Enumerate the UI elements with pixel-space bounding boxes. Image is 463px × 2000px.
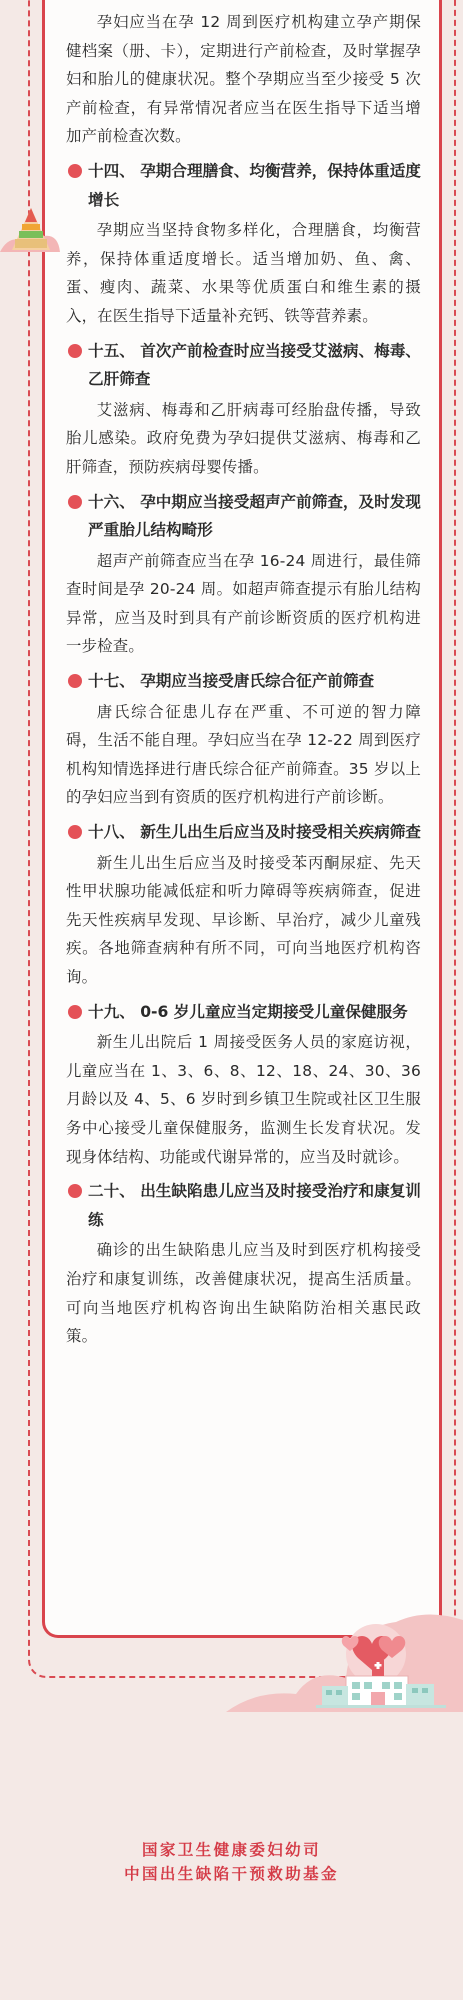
- section-heading-text: 十七、 孕期应当接受唐氏综合征产前筛查: [88, 672, 375, 691]
- section-14: [66, 157, 421, 331]
- section-body: 艾滋病、梅毒和乙肝病毒可经胎盘传播，导致胎儿感染。政府免费为孕妇提供艾滋病、梅毒和乙肝筛查，预防疾病母婴传播。: [66, 400, 421, 476]
- section-heading: [66, 998, 421, 1027]
- section-heading-text: 十八、 新生儿出生后应当及时接受相关疾病筛查: [88, 823, 421, 842]
- food-pyramid-icon: [0, 200, 62, 260]
- bullet-dot-icon: [68, 344, 82, 358]
- section-heading-text: 十九、 0-6 岁儿童应当定期接受儿童保健服务: [88, 1002, 408, 1021]
- section-20: [66, 1177, 421, 1351]
- section-heading: [66, 337, 421, 394]
- bullet-dot-icon: [68, 825, 82, 839]
- footer-line-2: 中国出生缺陷干预救助基金: [124, 1865, 339, 1883]
- section-body: 确诊的出生缺陷患儿应当及时到医疗机构接受治疗和康复训练，改善健康状况，提高生活质量。可向当地医疗机构咨询出生缺陷防治相关惠民政策。: [66, 1241, 421, 1346]
- section-heading-text: 十五、 首次产前检查时应当接受艾滋病、梅毒、乙肝筛查: [88, 341, 421, 389]
- section-body: 新生儿出生后应当及时接受苯丙酮尿症、先天性甲状腺功能减低症和听力障碍等疾病筛查，促进先天性疾病早发现、早诊断、早治疗，减少儿童残疾。各地筛查病种有所不同，可向当地医疗机构咨询。: [66, 853, 421, 986]
- section-heading: [66, 818, 421, 847]
- section-heading-text: 十六、 孕中期应当接受超声产前筛查，及时发现严重胎儿结构畸形: [88, 492, 421, 540]
- section-body: 超声产前筛查应当在孕 16-24 周进行，最佳筛查时间是孕 20-24 周。如超声筛查提示有胎儿结构异常，应当及时到具有产前诊断资质的医疗机构进一步检查。: [66, 551, 421, 656]
- bullet-dot-icon: [68, 1005, 82, 1019]
- bullet-dot-icon: [68, 674, 82, 688]
- section-16: [66, 488, 421, 662]
- section-body: 孕期应当坚持食物多样化，合理膳食，均衡营养，保持体重适度增长。适当增加奶、鱼、禽、蛋、瘦肉、蔬菜、水果等优质蛋白和维生素的摄入，在医生指导下适量补充钙、铁等营养素。: [66, 221, 421, 325]
- hospital-hearts-icon: [226, 1598, 463, 1714]
- footer-credits: [0, 1838, 463, 1886]
- intro-paragraph: 孕妇应当在孕 12 周到医疗机构建立孕产期保健档案（册、卡），定期进行产前检查，及时掌握孕妇和胎儿的健康状况。整个孕期应当至少接受 5 次产前检查，有异常情况者应当在医生指导下适当增加产前检查次数。: [66, 13, 421, 146]
- footer-line-1: 国家卫生健康委妇幼司: [141, 1841, 321, 1859]
- section-body: 新生儿出院后 1 周接受医务人员的家庭访视，儿童应当在 1、3、6、8、12、18、24、30、36 月龄以及 4、5、6 岁时到乡镇卫生院或社区卫生服务中心接受儿童保健服务，监测生长发育状况。发现身体结构、功能或代谢异常的，应当及时就诊。: [66, 1033, 421, 1166]
- section-heading: [66, 667, 421, 696]
- article-content: [66, 8, 421, 1351]
- section-19: [66, 998, 421, 1172]
- section-heading: [66, 157, 421, 214]
- section-17: [66, 667, 421, 812]
- section-heading: [66, 1177, 421, 1234]
- section-heading-text: 十四、 孕期合理膳食、均衡营养，保持体重适度增长: [88, 161, 421, 209]
- section-heading: [66, 488, 421, 545]
- bullet-dot-icon: [68, 495, 82, 509]
- section-body: 唐氏综合征患儿存在严重、不可逆的智力障碍，生活不能自理。孕妇应当在孕 12-22 周到医疗机构知情选择进行唐氏综合征产前筛查。35 岁以上的孕妇应当到有资质的医疗机构进行产前诊断。: [66, 702, 421, 807]
- bullet-dot-icon: [68, 1184, 82, 1198]
- bullet-dot-icon: [68, 164, 82, 178]
- section-15: [66, 337, 421, 482]
- section-18: [66, 818, 421, 992]
- section-heading-text: 二十、 出生缺陷患儿应当及时接受治疗和康复训练: [88, 1182, 421, 1229]
